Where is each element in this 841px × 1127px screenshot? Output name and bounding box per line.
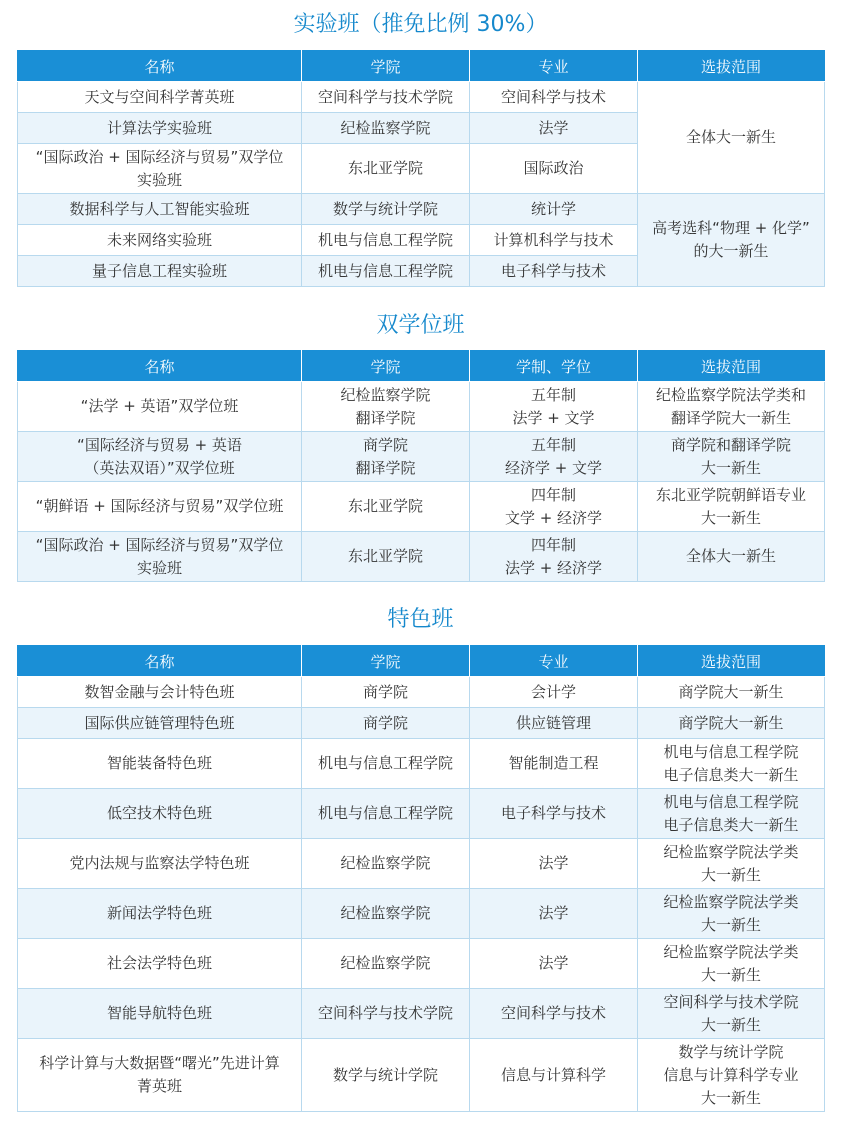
cell-college: 机电与信息工程学院 xyxy=(302,739,470,789)
experimental-class-table xyxy=(17,50,825,287)
header-college: 学院 xyxy=(302,51,470,82)
header-scope: 选拔范围 xyxy=(638,351,825,382)
cell-major: 法学 xyxy=(470,939,638,989)
cell-name: “国际政治 + 国际经济与贸易”双学位 实验班 xyxy=(18,532,302,582)
header-scope: 选拔范围 xyxy=(638,646,825,677)
cell-name: “国际经济与贸易 + 英语 （英法双语）”双学位班 xyxy=(18,432,302,482)
cell-scope: 商学院大一新生 xyxy=(638,708,825,739)
cell-scope: 机电与信息工程学院 电子信息类大一新生 xyxy=(638,739,825,789)
cell-name: 社会法学特色班 xyxy=(18,939,302,989)
cell-name: 低空技术特色班 xyxy=(18,789,302,839)
cell-major: 会计学 xyxy=(470,677,638,708)
header-scope: 选拔范围 xyxy=(638,51,825,82)
cell-scope: 数学与统计学院 信息与计算科学专业 大一新生 xyxy=(638,1039,825,1112)
table-row xyxy=(18,839,825,889)
cell-college: 商学院 翻译学院 xyxy=(302,432,470,482)
cell-name: “国际政治 + 国际经济与贸易”双学位 实验班 xyxy=(18,144,302,194)
cell-college: 东北亚学院 xyxy=(302,482,470,532)
table-row xyxy=(18,432,825,482)
cell-college: 机电与信息工程学院 xyxy=(302,789,470,839)
cell-scope: 纪检监察学院法学类 大一新生 xyxy=(638,839,825,889)
cell-major: 空间科学与技术 xyxy=(470,82,638,113)
cell-college: 纪检监察学院 xyxy=(302,113,470,144)
cell-degree: 五年制 经济学 + 文学 xyxy=(470,432,638,482)
table-row xyxy=(18,989,825,1039)
cell-college: 机电与信息工程学院 xyxy=(302,256,470,287)
table-row xyxy=(18,82,825,113)
cell-college: 东北亚学院 xyxy=(302,144,470,194)
cell-scope: 全体大一新生 xyxy=(638,82,825,194)
table-row xyxy=(18,739,825,789)
featured-class-table xyxy=(17,645,825,1112)
cell-college: 纪检监察学院 翻译学院 xyxy=(302,382,470,432)
cell-scope: 商学院大一新生 xyxy=(638,677,825,708)
cell-scope: 商学院和翻译学院 大一新生 xyxy=(638,432,825,482)
cell-scope: 全体大一新生 xyxy=(638,532,825,582)
header-major: 专业 xyxy=(470,51,638,82)
cell-name: 科学计算与大数据暨“曙光”先进计算 菁英班 xyxy=(18,1039,302,1112)
section-title-featured: 特色班 xyxy=(387,607,454,632)
cell-scope: 高考选科“物理 + 化学” 的大一新生 xyxy=(638,194,825,287)
cell-major: 计算机科学与技术 xyxy=(470,225,638,256)
header-name: 名称 xyxy=(18,646,302,677)
cell-major: 智能制造工程 xyxy=(470,739,638,789)
cell-scope: 东北亚学院朝鲜语专业 大一新生 xyxy=(638,482,825,532)
cell-scope: 纪检监察学院法学类 大一新生 xyxy=(638,939,825,989)
cell-major: 法学 xyxy=(470,839,638,889)
cell-name: 数据科学与人工智能实验班 xyxy=(18,194,302,225)
cell-degree: 四年制 法学 + 经济学 xyxy=(470,532,638,582)
section-title-experimental: 实验班（推免比例 30%） xyxy=(293,12,548,37)
cell-major: 信息与计算科学 xyxy=(470,1039,638,1112)
cell-college: 东北亚学院 xyxy=(302,532,470,582)
cell-college: 纪检监察学院 xyxy=(302,939,470,989)
cell-name: 量子信息工程实验班 xyxy=(18,256,302,287)
cell-major: 电子科学与技术 xyxy=(470,256,638,287)
cell-name: 计算法学实验班 xyxy=(18,113,302,144)
cell-college: 数学与统计学院 xyxy=(302,194,470,225)
cell-major: 国际政治 xyxy=(470,144,638,194)
cell-name: 国际供应链管理特色班 xyxy=(18,708,302,739)
header-name: 名称 xyxy=(18,51,302,82)
table-row xyxy=(18,939,825,989)
cell-name: 党内法规与监察法学特色班 xyxy=(18,839,302,889)
cell-college: 商学院 xyxy=(302,708,470,739)
table-row xyxy=(18,482,825,532)
table-row xyxy=(18,889,825,939)
header-major: 专业 xyxy=(470,646,638,677)
table-row xyxy=(18,708,825,739)
table-row xyxy=(18,382,825,432)
table-header-row xyxy=(18,646,825,677)
cell-name: 智能导航特色班 xyxy=(18,989,302,1039)
header-college: 学院 xyxy=(302,646,470,677)
cell-name: 智能装备特色班 xyxy=(18,739,302,789)
table-row xyxy=(18,194,825,225)
cell-scope: 纪检监察学院法学类 大一新生 xyxy=(638,889,825,939)
cell-major: 供应链管理 xyxy=(470,708,638,739)
cell-name: “朝鲜语 + 国际经济与贸易”双学位班 xyxy=(18,482,302,532)
table-header-row xyxy=(18,351,825,382)
cell-college: 机电与信息工程学院 xyxy=(302,225,470,256)
header-degree: 学制、学位 xyxy=(470,351,638,382)
header-college: 学院 xyxy=(302,351,470,382)
cell-college: 数学与统计学院 xyxy=(302,1039,470,1112)
cell-major: 统计学 xyxy=(470,194,638,225)
table-row xyxy=(18,1039,825,1112)
table-row xyxy=(18,789,825,839)
table-row xyxy=(18,532,825,582)
cell-scope: 空间科学与技术学院 大一新生 xyxy=(638,989,825,1039)
cell-college: 空间科学与技术学院 xyxy=(302,82,470,113)
cell-major: 空间科学与技术 xyxy=(470,989,638,1039)
cell-name: 天文与空间科学菁英班 xyxy=(18,82,302,113)
cell-scope: 机电与信息工程学院 电子信息类大一新生 xyxy=(638,789,825,839)
table-header-row xyxy=(18,51,825,82)
cell-college: 空间科学与技术学院 xyxy=(302,989,470,1039)
double-degree-table xyxy=(17,350,825,582)
cell-college: 商学院 xyxy=(302,677,470,708)
section-title-double-degree: 双学位班 xyxy=(376,313,465,338)
cell-college: 纪检监察学院 xyxy=(302,889,470,939)
cell-name: 数智金融与会计特色班 xyxy=(18,677,302,708)
cell-scope: 纪检监察学院法学类和 翻译学院大一新生 xyxy=(638,382,825,432)
cell-major: 法学 xyxy=(470,113,638,144)
cell-name: 新闻法学特色班 xyxy=(18,889,302,939)
cell-major: 法学 xyxy=(470,889,638,939)
header-name: 名称 xyxy=(18,351,302,382)
cell-major: 电子科学与技术 xyxy=(470,789,638,839)
cell-degree: 四年制 文学 + 经济学 xyxy=(470,482,638,532)
cell-degree: 五年制 法学 + 文学 xyxy=(470,382,638,432)
cell-name: 未来网络实验班 xyxy=(18,225,302,256)
table-row xyxy=(18,677,825,708)
cell-name: “法学 + 英语”双学位班 xyxy=(18,382,302,432)
cell-college: 纪检监察学院 xyxy=(302,839,470,889)
